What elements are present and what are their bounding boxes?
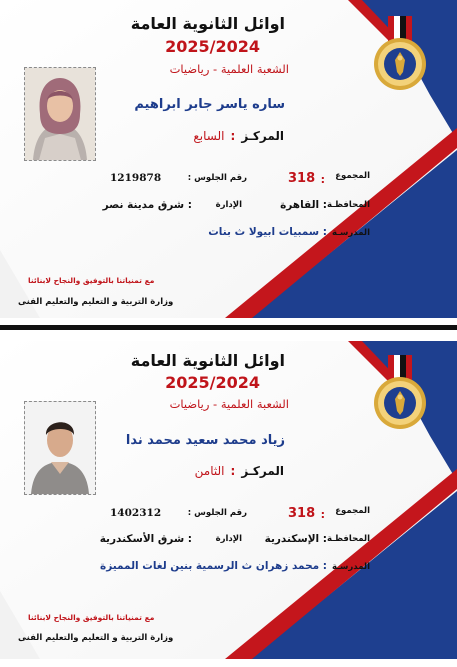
governorate-label: المحافظـة bbox=[326, 200, 370, 210]
student-name: زياد محمد سعيد محمد ندا bbox=[125, 433, 285, 448]
branch-label: الشعبة العلمية - رياضيات bbox=[169, 62, 289, 76]
certificate-card bbox=[0, 0, 457, 318]
administration-label: الإدارة bbox=[215, 534, 242, 544]
school-label: المدرسـة bbox=[331, 562, 370, 572]
ministry-footer: وزارة التربية و التعليم والتعليم الفنى bbox=[18, 297, 174, 307]
total-label: المجموع bbox=[335, 171, 370, 181]
wish-text: مع تمنياتنا بالتوفيق والنجاح لابنائنا bbox=[28, 276, 155, 285]
ministry-emblem-icon bbox=[368, 355, 432, 435]
seat-number: 1402312 bbox=[110, 507, 162, 519]
governorate-value: : الإسكندرية bbox=[264, 533, 327, 545]
seat-number-label: رقم الجلوس : bbox=[187, 508, 247, 518]
total-score: 318 bbox=[288, 171, 316, 186]
certificate-card bbox=[0, 341, 457, 659]
total-label: المجموع bbox=[335, 506, 370, 516]
rank-label: المركـز bbox=[241, 129, 284, 143]
wish-text: مع تمنياتنا بالتوفيق والنجاح لابنائنا bbox=[28, 613, 155, 622]
total-colon: : bbox=[320, 508, 325, 521]
card-divider bbox=[0, 325, 457, 330]
student-photo bbox=[24, 401, 96, 495]
rank-value: السابع bbox=[193, 129, 225, 143]
total-score: 318 bbox=[288, 506, 316, 521]
ministry-footer: وزارة التربية و التعليم والتعليم الفنى bbox=[18, 633, 174, 643]
administration-value: : شرق الأسكندرية bbox=[99, 533, 192, 545]
rank-label: المركـز bbox=[241, 464, 284, 478]
rank-row bbox=[193, 129, 284, 143]
branch-label: الشعبة العلمية - رياضيات bbox=[169, 397, 289, 411]
rank-colon: : bbox=[230, 129, 236, 143]
school-value: : محمد زهران ث الرسمية بنين لغات المميزة bbox=[100, 560, 327, 572]
administration-label: الإدارة bbox=[215, 200, 242, 210]
seat-number-label: رقم الجلوس : bbox=[187, 173, 247, 183]
academic-year: 2025/2024 bbox=[165, 373, 260, 392]
governorate-label: المحافظـة bbox=[326, 534, 370, 544]
ministry-emblem-icon bbox=[368, 16, 432, 96]
school-value: : سمبيات ابيولا ث بنات bbox=[208, 226, 327, 238]
rank-row bbox=[195, 464, 284, 478]
card-title: اوائل الثانوية العامة bbox=[130, 14, 285, 33]
rank-colon: : bbox=[230, 464, 236, 478]
academic-year: 2025/2024 bbox=[165, 37, 260, 56]
rank-value: الثامن bbox=[194, 464, 225, 478]
student-name: ساره ياسر جابر ابراهيم bbox=[134, 97, 285, 112]
school-label: المدرسـة bbox=[331, 228, 370, 238]
administration-value: : شرق مدينة نصر bbox=[102, 199, 192, 211]
student-photo bbox=[24, 67, 96, 161]
total-colon: : bbox=[320, 173, 325, 186]
seat-number: 1219878 bbox=[110, 172, 162, 184]
card-title: اوائل الثانوية العامة bbox=[130, 351, 285, 370]
governorate-value: : القاهرة bbox=[280, 199, 327, 211]
